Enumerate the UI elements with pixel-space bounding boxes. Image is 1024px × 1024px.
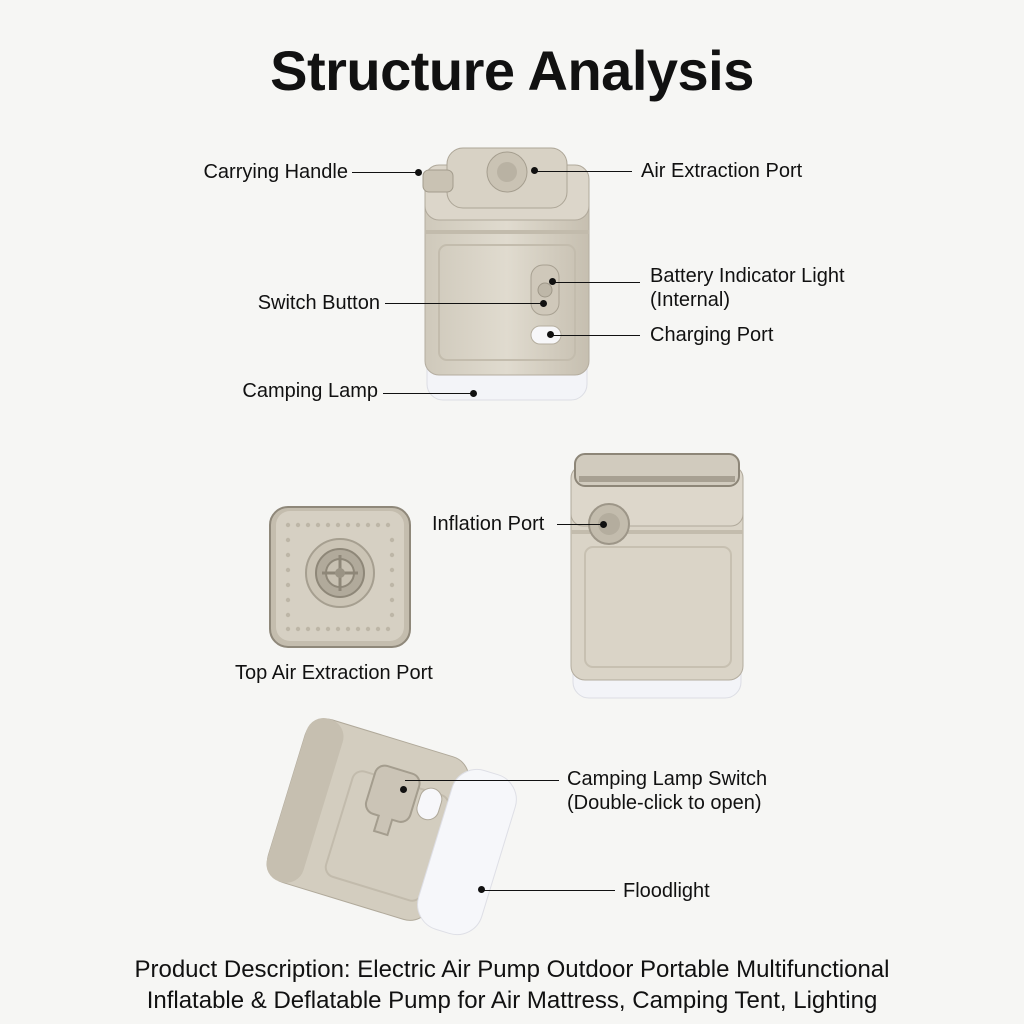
pump-lying-view-image (262, 712, 522, 947)
camping-lamp-switch-sublabel: (Double-click to open) (567, 792, 762, 814)
product-description-line-1: Product Description: Electric Air Pump Outdoor Portable Multifunctional (134, 956, 890, 983)
inflation-port-label: Inflation Port (432, 513, 545, 535)
inflation-port-leader (557, 524, 603, 525)
floodlight-leader (483, 890, 615, 891)
charging-port-leader (552, 335, 640, 336)
battery-indicator-leader (554, 282, 640, 283)
camping-lamp-switch-leader (405, 780, 559, 781)
charging-port-label: Charging Port (650, 324, 774, 346)
camping-lamp-leader (383, 393, 473, 394)
pump-top-view-image (268, 505, 413, 650)
product-description-line-2: Inflatable & Deflatable Pump for Air Mattress, Camping Tent, Lighting (146, 987, 878, 1014)
camping-lamp-label: Camping Lamp (242, 380, 378, 402)
camping-lamp-switch-marker (400, 786, 407, 793)
battery-indicator-label: Battery Indicator Light (650, 265, 845, 287)
top-air-extraction-port-label: Top Air Extraction Port (235, 662, 433, 684)
switch-button-leader (385, 303, 541, 304)
camping-lamp-switch-label: Camping Lamp Switch (567, 768, 768, 790)
carrying-handle-leader (352, 172, 418, 173)
floodlight-label: Floodlight (623, 880, 710, 902)
page-title: Structure Analysis (270, 39, 754, 102)
switch-button-label: Switch Button (257, 292, 380, 314)
pump-front-view-image (415, 140, 605, 410)
camping-lamp-marker (470, 390, 477, 397)
carrying-handle-label: Carrying Handle (203, 161, 348, 183)
air-extraction-port-label: Air Extraction Port (641, 160, 803, 182)
carrying-handle-marker (415, 169, 422, 176)
air-extraction-port-leader (536, 171, 632, 172)
switch-button-marker (540, 300, 547, 307)
pump-side-view-image (565, 452, 750, 702)
battery-indicator-sublabel: (Internal) (650, 289, 731, 311)
product-description (0, 954, 1024, 1016)
inflation-port-marker (600, 521, 607, 528)
